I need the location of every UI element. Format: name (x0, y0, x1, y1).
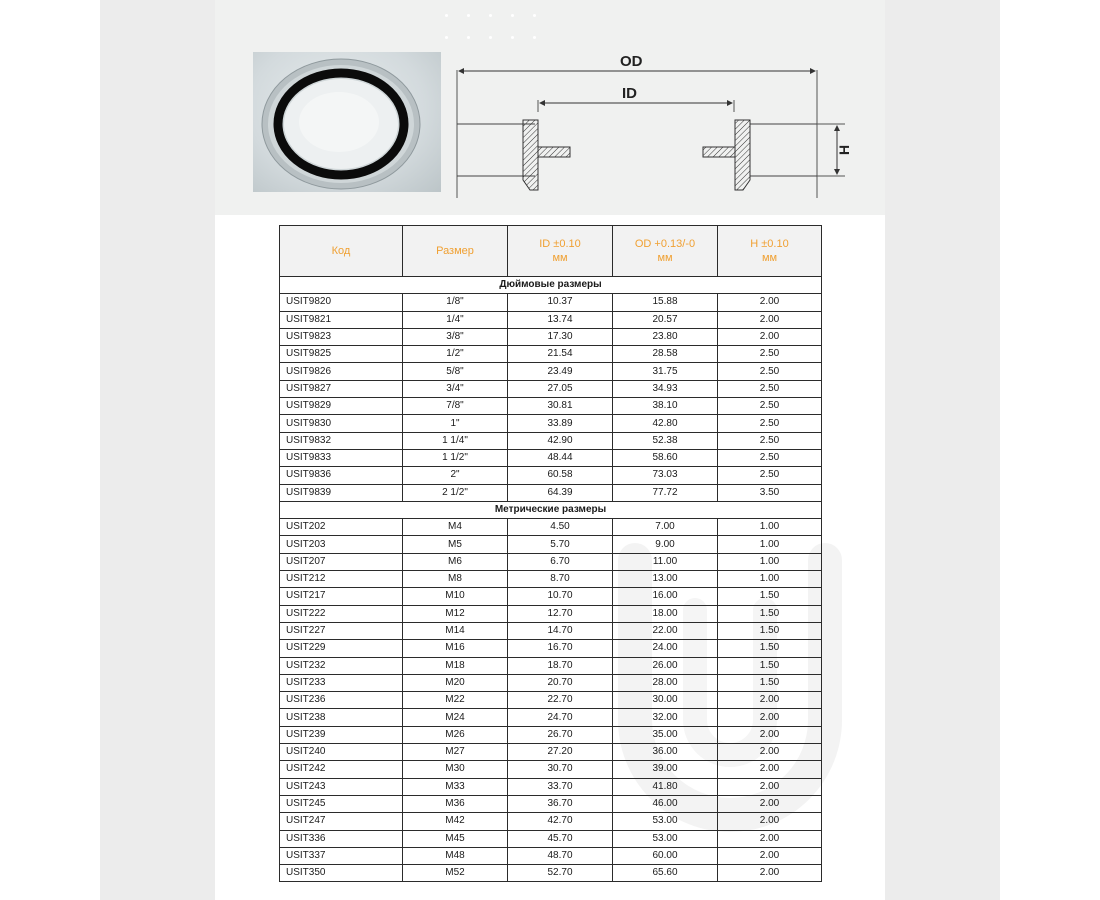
cell-id: 14.70 (508, 622, 613, 639)
cell-h: 1.50 (718, 640, 822, 657)
cell-code: USIT227 (280, 622, 403, 639)
cell-size: 1/8" (403, 294, 508, 311)
cell-id: 48.44 (508, 449, 613, 466)
cell-od: 53.00 (613, 813, 718, 830)
cell-size: M22 (403, 692, 508, 709)
table-row (280, 778, 822, 795)
cell-id: 48.70 (508, 847, 613, 864)
cell-h: 2.50 (718, 449, 822, 466)
cell-size: 2 1/2" (403, 484, 508, 501)
cell-id: 16.70 (508, 640, 613, 657)
cell-code: USIT245 (280, 795, 403, 812)
id-label: ID (622, 85, 637, 102)
cell-size: M4 (403, 519, 508, 536)
cell-id: 5.70 (508, 536, 613, 553)
cell-h: 2.00 (718, 795, 822, 812)
cell-od: 36.00 (613, 744, 718, 761)
spec-table (279, 225, 822, 882)
cell-code: USIT9827 (280, 380, 403, 397)
cell-od: 39.00 (613, 761, 718, 778)
section-title: Дюймовые размеры (280, 277, 822, 294)
cell-id: 17.30 (508, 328, 613, 345)
cell-h: 2.00 (718, 692, 822, 709)
cell-h: 2.50 (718, 415, 822, 432)
table-row (280, 519, 822, 536)
cell-od: 32.00 (613, 709, 718, 726)
cell-size: M14 (403, 622, 508, 639)
cell-id: 26.70 (508, 726, 613, 743)
cell-code: USIT9839 (280, 484, 403, 501)
section-title: Метрические размеры (280, 501, 822, 518)
table-row (280, 865, 822, 882)
cell-od: 9.00 (613, 536, 718, 553)
cell-h: 2.50 (718, 380, 822, 397)
cell-h: 2.50 (718, 363, 822, 380)
cell-size: M45 (403, 830, 508, 847)
cell-od: 16.00 (613, 588, 718, 605)
cell-code: USIT207 (280, 553, 403, 570)
cell-code: USIT9832 (280, 432, 403, 449)
cell-code: USIT238 (280, 709, 403, 726)
cell-code: USIT9829 (280, 398, 403, 415)
cell-size: M26 (403, 726, 508, 743)
cell-h: 2.00 (718, 311, 822, 328)
cell-size: M48 (403, 847, 508, 864)
cell-size: M33 (403, 778, 508, 795)
cell-id: 6.70 (508, 553, 613, 570)
cell-h: 1.00 (718, 553, 822, 570)
cell-id: 21.54 (508, 346, 613, 363)
cell-id: 36.70 (508, 795, 613, 812)
table-row (280, 415, 822, 432)
product-sheet (215, 0, 885, 900)
cross-section-diagram (445, 40, 865, 205)
h-label: H (836, 144, 852, 155)
cell-h: 2.00 (718, 726, 822, 743)
cell-code: USIT9830 (280, 415, 403, 432)
cell-od: 28.58 (613, 346, 718, 363)
cell-h: 2.00 (718, 813, 822, 830)
cell-od: 58.60 (613, 449, 718, 466)
cell-code: USIT233 (280, 674, 403, 691)
cell-id: 27.05 (508, 380, 613, 397)
cell-size: M20 (403, 674, 508, 691)
cell-h: 2.50 (718, 398, 822, 415)
table-row (280, 398, 822, 415)
cell-od: 53.00 (613, 830, 718, 847)
cell-size: M6 (403, 553, 508, 570)
cell-size: M12 (403, 605, 508, 622)
cell-id: 4.50 (508, 519, 613, 536)
cell-code: USIT202 (280, 519, 403, 536)
section-header-row (280, 501, 822, 518)
decorative-dot (445, 14, 448, 17)
header-code: Код (280, 226, 403, 277)
table-row (280, 657, 822, 674)
cell-size: M18 (403, 657, 508, 674)
table-row (280, 380, 822, 397)
cell-code: USIT239 (280, 726, 403, 743)
cell-od: 35.00 (613, 726, 718, 743)
cell-id: 12.70 (508, 605, 613, 622)
cell-h: 1.50 (718, 622, 822, 639)
cell-size: 3/4" (403, 380, 508, 397)
cell-size: 1" (403, 415, 508, 432)
cell-id: 64.39 (508, 484, 613, 501)
cell-id: 42.70 (508, 813, 613, 830)
cell-od: 46.00 (613, 795, 718, 812)
table-body (280, 277, 822, 882)
cell-h: 1.50 (718, 674, 822, 691)
cell-code: USIT240 (280, 744, 403, 761)
cell-size: M27 (403, 744, 508, 761)
cell-code: USIT9825 (280, 346, 403, 363)
cell-code: USIT9821 (280, 311, 403, 328)
table-row (280, 709, 822, 726)
header-od: OD +0.13/-0 мм (613, 226, 718, 277)
table-header-row (280, 226, 822, 277)
cell-size: M10 (403, 588, 508, 605)
cell-id: 22.70 (508, 692, 613, 709)
cell-id: 60.58 (508, 467, 613, 484)
table-row (280, 363, 822, 380)
cell-h: 1.00 (718, 536, 822, 553)
cell-size: M30 (403, 761, 508, 778)
cell-h: 2.00 (718, 778, 822, 795)
cell-code: USIT9820 (280, 294, 403, 311)
cell-od: 11.00 (613, 553, 718, 570)
cell-code: USIT229 (280, 640, 403, 657)
cell-od: 41.80 (613, 778, 718, 795)
cell-size: 1 1/4" (403, 432, 508, 449)
cell-h: 2.50 (718, 432, 822, 449)
decorative-dot (489, 36, 492, 39)
cell-h: 2.50 (718, 467, 822, 484)
cell-size: M36 (403, 795, 508, 812)
cell-od: 34.93 (613, 380, 718, 397)
decorative-dot (467, 14, 470, 17)
cell-size: M24 (403, 709, 508, 726)
cell-code: USIT236 (280, 692, 403, 709)
table-row (280, 553, 822, 570)
cell-id: 10.70 (508, 588, 613, 605)
table-row (280, 744, 822, 761)
table-row (280, 692, 822, 709)
cell-od: 13.00 (613, 571, 718, 588)
header-size: Размер (403, 226, 508, 277)
decorative-dot (489, 14, 492, 17)
cell-od: 7.00 (613, 519, 718, 536)
cell-code: USIT222 (280, 605, 403, 622)
header-h: H ±0.10 мм (718, 226, 822, 277)
cell-h: 2.00 (718, 294, 822, 311)
cell-od: 52.38 (613, 432, 718, 449)
decorative-dot (511, 36, 514, 39)
cell-od: 31.75 (613, 363, 718, 380)
cell-size: M52 (403, 865, 508, 882)
cell-size: M42 (403, 813, 508, 830)
cell-h: 2.00 (718, 830, 822, 847)
cell-id: 18.70 (508, 657, 613, 674)
cell-code: USIT217 (280, 588, 403, 605)
cell-od: 73.03 (613, 467, 718, 484)
cell-od: 15.88 (613, 294, 718, 311)
cell-size: M8 (403, 571, 508, 588)
cell-od: 22.00 (613, 622, 718, 639)
cell-h: 1.00 (718, 519, 822, 536)
cell-code: USIT242 (280, 761, 403, 778)
cell-id: 52.70 (508, 865, 613, 882)
cell-size: 7/8" (403, 398, 508, 415)
cell-od: 18.00 (613, 605, 718, 622)
cell-id: 33.70 (508, 778, 613, 795)
decorative-dot (511, 14, 514, 17)
cell-od: 28.00 (613, 674, 718, 691)
header-id: ID ±0.10 мм (508, 226, 613, 277)
washer-photo (253, 52, 441, 192)
cell-h: 2.00 (718, 865, 822, 882)
cell-size: 5/8" (403, 363, 508, 380)
table-row (280, 622, 822, 639)
cell-od: 60.00 (613, 847, 718, 864)
table-row (280, 449, 822, 466)
header-panel (215, 0, 885, 215)
cell-h: 1.00 (718, 571, 822, 588)
cell-id: 8.70 (508, 571, 613, 588)
decorative-dot (445, 36, 448, 39)
cell-h: 2.00 (718, 847, 822, 864)
table-row (280, 726, 822, 743)
table-row (280, 467, 822, 484)
decorative-dot (533, 14, 536, 17)
table-row (280, 536, 822, 553)
cell-size: M16 (403, 640, 508, 657)
cell-h: 2.00 (718, 328, 822, 345)
table-row (280, 830, 822, 847)
cell-size: 1 1/2" (403, 449, 508, 466)
table-row (280, 311, 822, 328)
cell-od: 24.00 (613, 640, 718, 657)
cell-code: USIT350 (280, 865, 403, 882)
cell-code: USIT232 (280, 657, 403, 674)
table-row (280, 588, 822, 605)
cell-code: USIT9823 (280, 328, 403, 345)
cell-od: 30.00 (613, 692, 718, 709)
cell-size: 1/4" (403, 311, 508, 328)
table-row (280, 484, 822, 501)
cell-h: 2.50 (718, 346, 822, 363)
cell-od: 38.10 (613, 398, 718, 415)
cell-code: USIT9833 (280, 449, 403, 466)
bonded-seal-image (253, 52, 441, 192)
table-row (280, 813, 822, 830)
cell-od: 20.57 (613, 311, 718, 328)
cell-code: USIT212 (280, 571, 403, 588)
cell-code: USIT336 (280, 830, 403, 847)
cell-id: 27.20 (508, 744, 613, 761)
cell-h: 1.50 (718, 588, 822, 605)
table-row (280, 795, 822, 812)
cell-code: USIT337 (280, 847, 403, 864)
cell-id: 30.81 (508, 398, 613, 415)
cell-id: 45.70 (508, 830, 613, 847)
cell-id: 33.89 (508, 415, 613, 432)
cell-h: 1.50 (718, 657, 822, 674)
cell-id: 20.70 (508, 674, 613, 691)
cell-code: USIT9836 (280, 467, 403, 484)
table-row (280, 294, 822, 311)
cell-size: 3/8" (403, 328, 508, 345)
od-label: OD (620, 53, 643, 70)
cell-h: 2.00 (718, 761, 822, 778)
table-row (280, 571, 822, 588)
cell-od: 26.00 (613, 657, 718, 674)
table-row (280, 847, 822, 864)
table-row (280, 346, 822, 363)
decorative-dot (533, 36, 536, 39)
cell-id: 42.90 (508, 432, 613, 449)
cell-id: 10.37 (508, 294, 613, 311)
table-row (280, 605, 822, 622)
cell-code: USIT247 (280, 813, 403, 830)
cell-h: 1.50 (718, 605, 822, 622)
cell-h: 3.50 (718, 484, 822, 501)
cell-id: 23.49 (508, 363, 613, 380)
cell-code: USIT203 (280, 536, 403, 553)
cell-h: 2.00 (718, 709, 822, 726)
table-row (280, 674, 822, 691)
cell-size: 2" (403, 467, 508, 484)
section-header-row (280, 277, 822, 294)
cell-code: USIT9826 (280, 363, 403, 380)
cell-od: 77.72 (613, 484, 718, 501)
cell-size: 1/2" (403, 346, 508, 363)
table-row (280, 761, 822, 778)
cell-id: 24.70 (508, 709, 613, 726)
cell-id: 30.70 (508, 761, 613, 778)
cell-od: 65.60 (613, 865, 718, 882)
decorative-dot (467, 36, 470, 39)
cell-od: 23.80 (613, 328, 718, 345)
cell-size: M5 (403, 536, 508, 553)
cell-code: USIT243 (280, 778, 403, 795)
cell-id: 13.74 (508, 311, 613, 328)
table-row (280, 640, 822, 657)
cell-h: 2.00 (718, 744, 822, 761)
cell-od: 42.80 (613, 415, 718, 432)
table-row (280, 432, 822, 449)
table-row (280, 328, 822, 345)
